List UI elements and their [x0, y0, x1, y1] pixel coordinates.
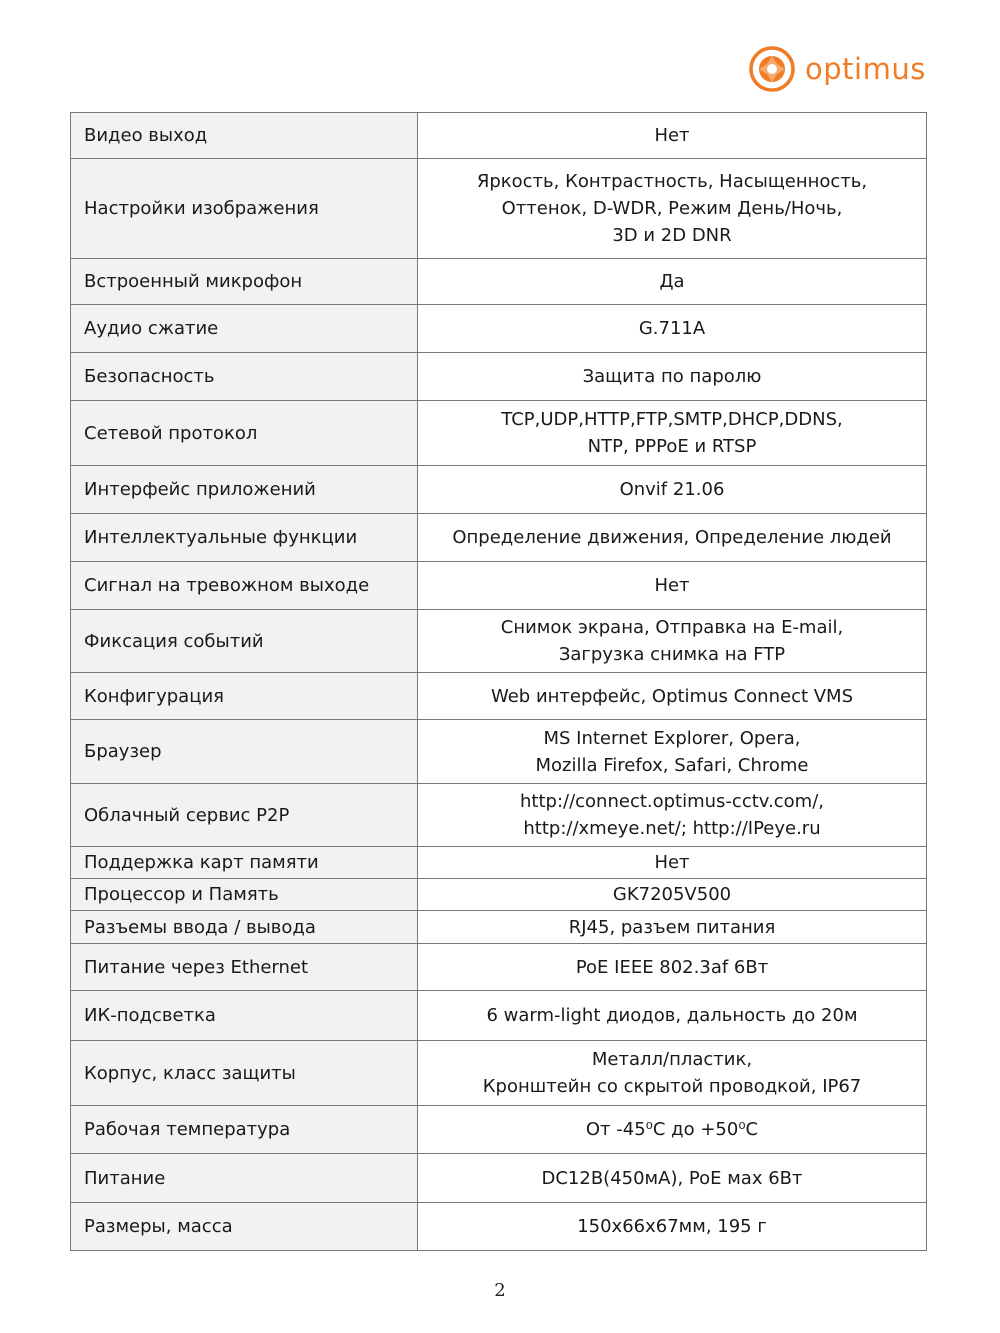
spec-value: [418, 514, 927, 562]
spec-value-line: Защита по паролю: [582, 366, 762, 387]
spec-value-line: PoE IEEE 802.3af 6Вт: [575, 956, 769, 978]
spec-value-line: Загрузка снимка на FTP: [558, 644, 786, 665]
spec-value: [418, 784, 927, 847]
spec-value-line: 150x66x67мм, 195 г: [577, 1216, 767, 1237]
spec-label: Сигнал на тревожном выходе: [71, 562, 418, 610]
spec-value-line: GK7205V500: [612, 884, 732, 905]
table-row: [71, 1041, 927, 1106]
spec-value: [418, 562, 927, 610]
table-row: [71, 466, 927, 514]
spec-value-line: http://connect.optimus-cctv.com/,: [520, 791, 824, 812]
spec-label: Настройки изображения: [71, 159, 418, 259]
table-row: [71, 944, 927, 991]
spec-value: [418, 879, 927, 911]
table-row: [71, 784, 927, 847]
spec-value: [418, 847, 927, 879]
spec-value-line: Яркость, Контрастность, Насыщенность,: [476, 171, 868, 192]
spec-value-line: Кронштейн со скрытой проводкой, IP67: [482, 1076, 862, 1097]
table-row: [71, 610, 927, 673]
spec-value: [418, 466, 927, 514]
table-row: [71, 1106, 927, 1154]
table-row: [71, 514, 927, 562]
spec-value-line: DC12В(450мА), PoE мах 6Вт: [541, 1167, 803, 1189]
table-row: [71, 159, 927, 259]
spec-value-line: G.711A: [638, 318, 706, 339]
spec-value: [418, 991, 927, 1041]
spec-label: Корпус, класс защиты: [71, 1041, 418, 1106]
table-row: [71, 879, 927, 911]
spec-value-line: Нет: [654, 852, 690, 873]
table-row: [71, 305, 927, 353]
spec-label: Рабочая температура: [71, 1106, 418, 1154]
table-row: [71, 353, 927, 401]
table-row: [71, 673, 927, 720]
spec-value-line: Оттенок, D-WDR, Режим День/Ночь,: [501, 198, 843, 219]
spec-value: [418, 673, 927, 720]
spec-label: Фиксация событий: [71, 610, 418, 673]
table-row: [71, 847, 927, 879]
spec-label: ИК-подсветка: [71, 991, 418, 1041]
spec-value: [418, 610, 927, 673]
spec-label: Поддержка карт памяти: [71, 847, 418, 879]
spec-label: Питание: [71, 1154, 418, 1203]
spec-value: [418, 113, 927, 159]
spec-label: Интеллектуальные функции: [71, 514, 418, 562]
spec-value: [418, 305, 927, 353]
table-row: [71, 401, 927, 466]
table-row: [71, 259, 927, 305]
aperture-icon: [748, 45, 796, 93]
spec-label: Конфигурация: [71, 673, 418, 720]
spec-label: Встроенный микрофон: [71, 259, 418, 305]
table-row: [71, 1203, 927, 1251]
spec-value-line: RJ45, разъем питания: [568, 916, 776, 938]
spec-label: Питание через Ethernet: [71, 944, 418, 991]
table-row: [71, 911, 927, 944]
spec-value-line: От -45⁰С до +50⁰С: [585, 1119, 759, 1140]
brand-logo: [748, 44, 938, 94]
spec-label: Сетевой протокол: [71, 401, 418, 466]
spec-value-line: Металл/пластик,: [591, 1049, 753, 1070]
spec-value: [418, 1154, 927, 1203]
spec-value: [418, 159, 927, 259]
spec-value: [418, 1203, 927, 1251]
table-row: [71, 1154, 927, 1203]
spec-value-line: Нет: [654, 575, 690, 596]
spec-value-line: 6 warm-light диодов, дальность до 20м: [486, 1005, 858, 1026]
table-row: [71, 113, 927, 159]
spec-value-line: Снимок экрана, Отправка на E-mail,: [500, 617, 844, 638]
spec-label: Облачный сервис P2P: [71, 784, 418, 847]
brand-name: optimus: [805, 51, 926, 86]
spec-label: Браузер: [71, 720, 418, 784]
spec-value: [418, 401, 927, 466]
spec-value: [418, 353, 927, 401]
spec-value-line: Web интерфейс, Optimus Connect VMS: [490, 685, 854, 707]
spec-value-line: MS Internet Explorer, Opera,: [543, 727, 801, 749]
spec-value: [418, 911, 927, 944]
spec-value-line: Нет: [654, 125, 690, 146]
spec-value-line: 3D и 2D DNR: [612, 225, 732, 246]
spec-label: Безопасность: [71, 353, 418, 401]
table-row: [71, 562, 927, 610]
spec-label: Аудио сжатие: [71, 305, 418, 353]
spec-value: [418, 1041, 927, 1106]
table-row: [71, 720, 927, 784]
spec-table: [70, 112, 927, 1251]
spec-value-line: NTP, PPPoE и RTSP: [587, 436, 757, 457]
spec-label: Видео выход: [71, 113, 418, 159]
spec-value-line: Да: [659, 271, 685, 292]
spec-value: [418, 944, 927, 991]
spec-label: Разъемы ввода / вывода: [71, 911, 418, 944]
spec-value-line: Определение движения, Определение людей: [452, 527, 892, 548]
page-number: 2: [494, 1280, 506, 1301]
spec-value-line: Onvif 21.06: [619, 479, 725, 500]
spec-label: Процессор и Память: [71, 879, 418, 911]
spec-value: [418, 1106, 927, 1154]
spec-label: Интерфейс приложений: [71, 466, 418, 514]
spec-label: Размеры, масса: [71, 1203, 418, 1251]
table-row: [71, 991, 927, 1041]
spec-value: [418, 720, 927, 784]
spec-value-line: Mozilla Firefox, Safari, Chrome: [535, 754, 809, 776]
spec-value-line: TCP,UDP,HTTP,FTP,SMTP,DHCP,DDNS,: [501, 409, 843, 430]
spec-value-line: http://xmeye.net/; http://IPeye.ru: [523, 818, 821, 839]
spec-value: [418, 259, 927, 305]
